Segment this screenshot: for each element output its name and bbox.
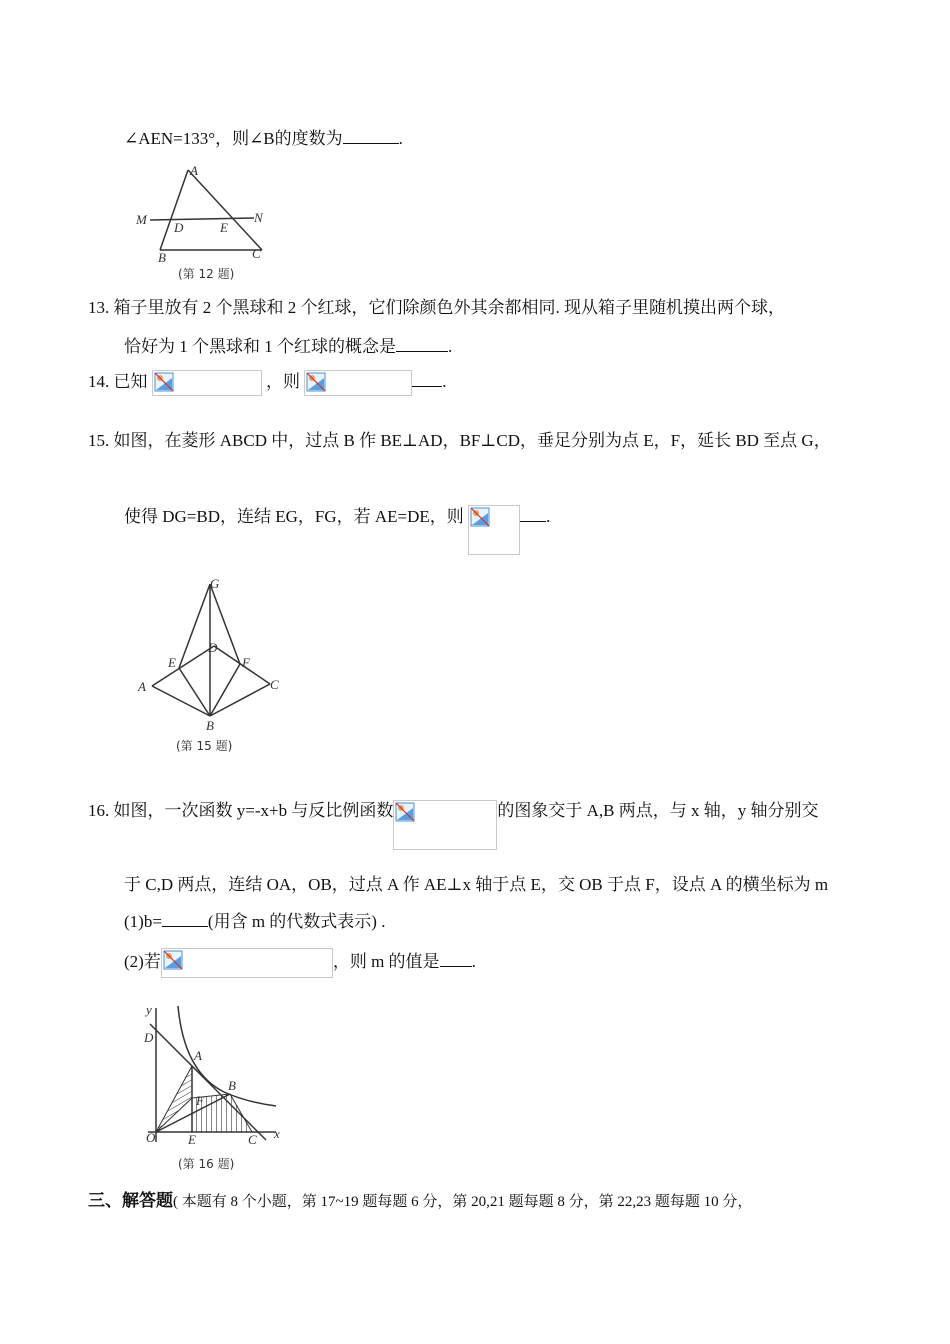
- q14-answer-blank[interactable]: [412, 370, 442, 387]
- q12-figure: [130, 162, 280, 282]
- q16-figure: [136, 1002, 296, 1177]
- q13-text-line1: 箱子里放有 2 个黑球和 2 个红球，它们除颜色外其余都相同. 现从箱子里随机摸出两个球，: [113, 298, 785, 317]
- q15-caption: (第 15 题): [176, 739, 233, 753]
- q12-line: ∠AEN=133°，则∠B的度数为 .: [124, 129, 403, 148]
- q15-text-line2: 使得 DG=BD，连结 EG，FG，若 AE=DE，则: [124, 507, 464, 526]
- q14-pre: 已知: [113, 372, 148, 391]
- q12-label-b: B: [158, 250, 166, 265]
- q16-part1-answer-blank[interactable]: [162, 910, 208, 927]
- q15-label-a: A: [138, 679, 146, 694]
- broken-image-icon: [163, 950, 183, 970]
- q15-label-e: E: [168, 655, 176, 670]
- q16-label-d: D: [144, 1030, 154, 1045]
- q16-label-f: F: [196, 1093, 204, 1108]
- q12-edge-ab: [160, 170, 188, 250]
- q14-mid: ，则: [266, 372, 300, 391]
- broken-image-icon: [154, 372, 174, 392]
- q12-label-d: D: [174, 220, 184, 235]
- section3-desc: ( 本题有 8 个小题，第 17~19 题每题 6 分，第 20,21 题每题 8 分，第 22,23 题每题 10 分，: [173, 1194, 753, 1210]
- q12-line-mn: [150, 218, 254, 220]
- q15-label-b: B: [206, 718, 214, 733]
- q16-text-line1-post: 的图象交于 A,B 两点，与 x 轴，y 轴分别交: [497, 801, 819, 820]
- q16-line1: [88, 800, 818, 850]
- q16-text-line1-pre: 如图，一次函数 y=-x+b 与反比例函数: [113, 801, 394, 820]
- q16-part1-post: (用含 m 的代数式表示) .: [207, 912, 386, 931]
- q15-edge-ad: [152, 646, 214, 686]
- q15-label-c: C: [270, 677, 279, 692]
- q12-answer-blank[interactable]: [343, 127, 399, 144]
- q12-text: ∠AEN=133°，则∠B的度数为: [124, 129, 343, 148]
- broken-image-icon: [470, 507, 490, 527]
- q15-answer-blank[interactable]: [520, 505, 546, 522]
- q16-part1: [124, 910, 385, 933]
- q13-number: 13.: [88, 298, 110, 317]
- section3-title: 三、解答题: [88, 1191, 173, 1210]
- q12-label-a: A: [190, 163, 198, 178]
- q13-line1: [88, 297, 785, 319]
- q12-label-e: E: [220, 220, 228, 235]
- q15-text-line1: 如图，在菱形 ABCD 中，过点 B 作 BE⊥AD，BF⊥CD，垂足分别为点 E，F，延长 BD 至点 G，: [113, 431, 831, 450]
- q13-text-line2: 恰好为 1 个黑球和 1 个红球的概念是: [124, 337, 396, 356]
- broken-image-icon: [306, 372, 326, 392]
- q16-label-o: O: [146, 1130, 156, 1145]
- q16-formula1-image-placeholder: [393, 800, 497, 850]
- q12-label-c: C: [252, 246, 261, 261]
- q16-formula2-image-placeholder: [161, 948, 333, 978]
- q16-part2: (2)若 ，则 m 的值是 .: [124, 948, 476, 978]
- q15-number: 15.: [88, 431, 110, 450]
- q14-number: 14.: [88, 372, 110, 391]
- q15-edge-ab: [152, 686, 210, 716]
- q16-part2-pre: (2)若: [124, 951, 161, 971]
- q13-answer-blank[interactable]: [396, 335, 448, 352]
- q12-caption: (第 12 题): [178, 267, 235, 281]
- q16-line2: [124, 874, 828, 896]
- q14-formula1-image-placeholder: [152, 370, 262, 396]
- q16-number: 16.: [88, 801, 110, 820]
- q16-label-x: x: [274, 1126, 280, 1141]
- q15-label-g: G: [210, 576, 220, 591]
- q12-label-n: N: [254, 210, 263, 225]
- q15-formula-image-placeholder: [468, 505, 520, 555]
- q16-text-line2: 于 C,D 两点，连结 OA，OB，过点 A 作 AE⊥x 轴于点 E，交 OB 于点 F，设点 A 的横坐标为 m: [124, 875, 829, 894]
- q14-formula2-image-placeholder: [304, 370, 412, 396]
- q15-label-f: F: [242, 655, 250, 670]
- q16-part2-post: ，则 m 的值是: [332, 951, 440, 971]
- q16-label-a: A: [194, 1048, 202, 1063]
- q16-part1-pre: (1)b=: [124, 912, 162, 931]
- q13-line2: 恰好为 1 个黑球和 1 个红球的概念是 .: [124, 337, 453, 356]
- q16-part2-answer-blank[interactable]: [440, 950, 472, 967]
- q12-edge-ac: [188, 170, 262, 250]
- q16-caption: (第 16 题): [178, 1157, 235, 1171]
- q16-label-y: y: [146, 1002, 152, 1017]
- broken-image-icon: [395, 802, 415, 822]
- q14-line: 14. 已知 ，则 .: [88, 370, 447, 396]
- q16-label-c: C: [248, 1132, 257, 1147]
- q15-label-d: D: [208, 640, 218, 655]
- q16-label-b: B: [228, 1078, 236, 1093]
- q15-line1: [88, 430, 831, 452]
- q15-figure: [134, 574, 294, 759]
- q16-label-e: E: [188, 1132, 196, 1147]
- section3-heading: [88, 1190, 752, 1213]
- q15-line2: 使得 DG=BD，连结 EG，FG，若 AE=DE，则 .: [124, 505, 550, 555]
- q12-label-m: M: [136, 212, 147, 227]
- q15-edge-ge: [179, 584, 210, 668]
